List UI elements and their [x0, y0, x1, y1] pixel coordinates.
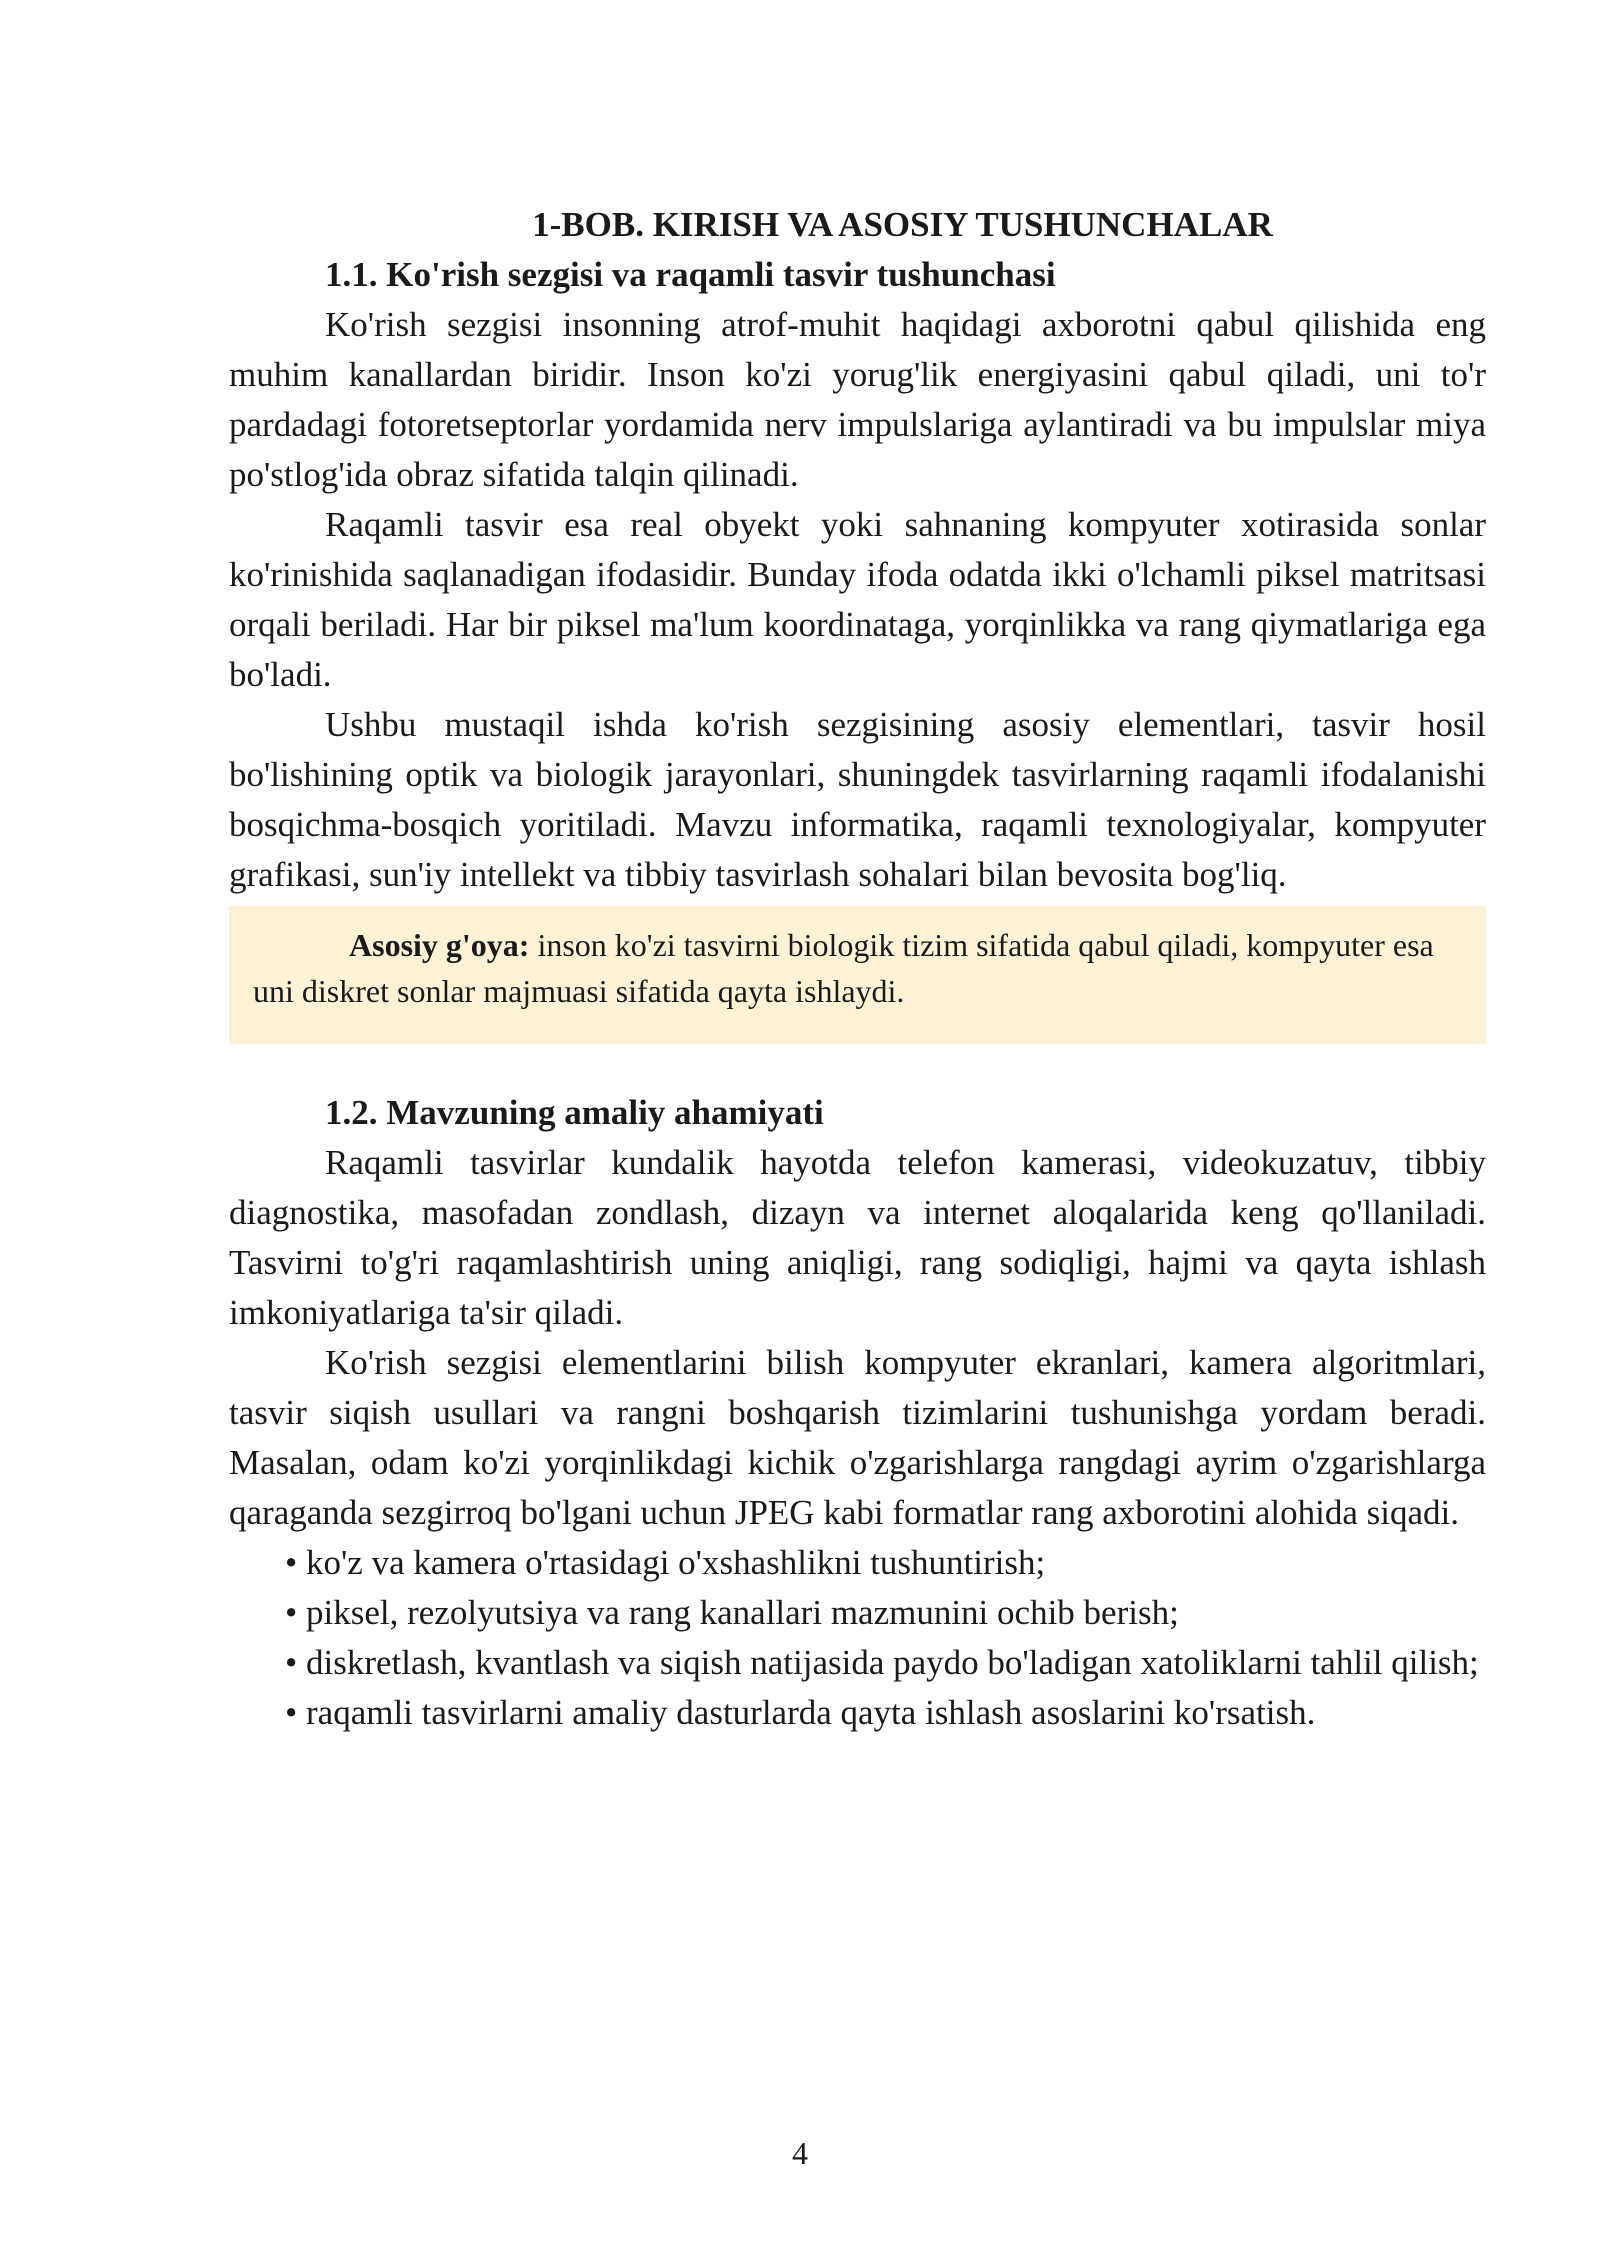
key-idea-callout	[229, 906, 1486, 1044]
paragraph: Ko'rish sezgisi elementlarini bilish kompyuter ekranlari, kamera algoritmlari, tasvir siqish usullari va rangni boshqarish tizimlarini tushunishga yordam beradi. Masalan, odam ko'zi yorqinlikdagi kichik o'zgarishlarga rangdagi ayrim o'zgarishlarga qaraganda sezgirroq bo'lgani uchun JPEG kabi formatlar rang axborotini alohida siqadi.	[229, 1343, 1486, 1532]
callout-text: inson ko'zi tasvirni biologik tizim sifatida qabul qiladi, kompyuter esa uni diskret sonlar majmuasi sifatida qayta ishlaydi.	[253, 927, 1434, 1009]
chapter-title: 1-BOB. KIRISH VA ASOSIY TUSHUNCHALAR	[532, 205, 1273, 244]
page-number: 4	[792, 2135, 808, 2171]
paragraph: Ushbu mustaqil ishda ko'rish sezgisining asosiy elementlari, tasvir hosil bo'lishining optik va biologik jarayonlari, shuningdek tasvirlarning raqamli ifodalanishi bosqichma-bosqich yoritiladi. Mavzu informatika, raqamli texnologiyalar, kompyuter grafikasi, sun'iy intellekt va tibbiy tasvirlash sohalari bilan bevosita bog'liq.	[229, 705, 1486, 894]
bullet-list	[229, 1538, 1486, 1738]
document-page	[229, 200, 1486, 1738]
list-item: • raqamli tasvirlarni amaliy dasturlarda qayta ishlash asoslarini ko'rsatish.	[285, 1693, 1316, 1732]
callout-label: Asosiy g'oya:	[349, 927, 530, 963]
list-item: • ko'z va kamera o'rtasidagi o'xshashlikni tushuntirish;	[285, 1543, 1046, 1582]
list-item: • diskretlash, kvantlash va siqish natijasida paydo bo'ladigan xatoliklarni tahlil qilish;	[285, 1643, 1479, 1682]
section-title-1-2: 1.2. Mavzuning amaliy ahamiyati	[325, 1093, 824, 1132]
paragraph: Raqamli tasvir esa real obyekt yoki sahnaning kompyuter xotirasida sonlar ko'rinishida saqlanadigan ifodasidir. Bunday ifoda odatda ikki o'lchamli piksel matritsasi orqali beriladi. Har bir piksel ma'lum koordinataga, yorqinlikka va rang qiymatlariga ega bo'ladi.	[229, 505, 1486, 694]
list-item: • piksel, rezolyutsiya va rang kanallari mazmunini ochib berish;	[285, 1593, 1179, 1632]
paragraph: Raqamli tasvirlar kundalik hayotda telefon kamerasi, videokuzatuv, tibbiy diagnostika, masofadan zondlash, dizayn va internet aloqalarida keng qo'llaniladi. Tasvirni to'g'ri raqamlashtirish uning aniqligi, rang sodiqligi, hajmi va qayta ishlash imkoniyatlariga ta'sir qiladi.	[229, 1143, 1486, 1332]
section-title-1-1: 1.1. Ko'rish sezgisi va raqamli tasvir tushunchasi	[325, 255, 1056, 294]
paragraph: Ko'rish sezgisi insonning atrof-muhit haqidagi axborotni qabul qilishida eng muhim kanallardan biridir. Inson ko'zi yorug'lik energiyasini qabul qiladi, uni to'r pardadagi fotoretseptorlar yordamida nerv impulslariga aylantiradi va bu impulslar miya po'stlog'ida obraz sifatida talqin qilinadi.	[229, 305, 1486, 494]
